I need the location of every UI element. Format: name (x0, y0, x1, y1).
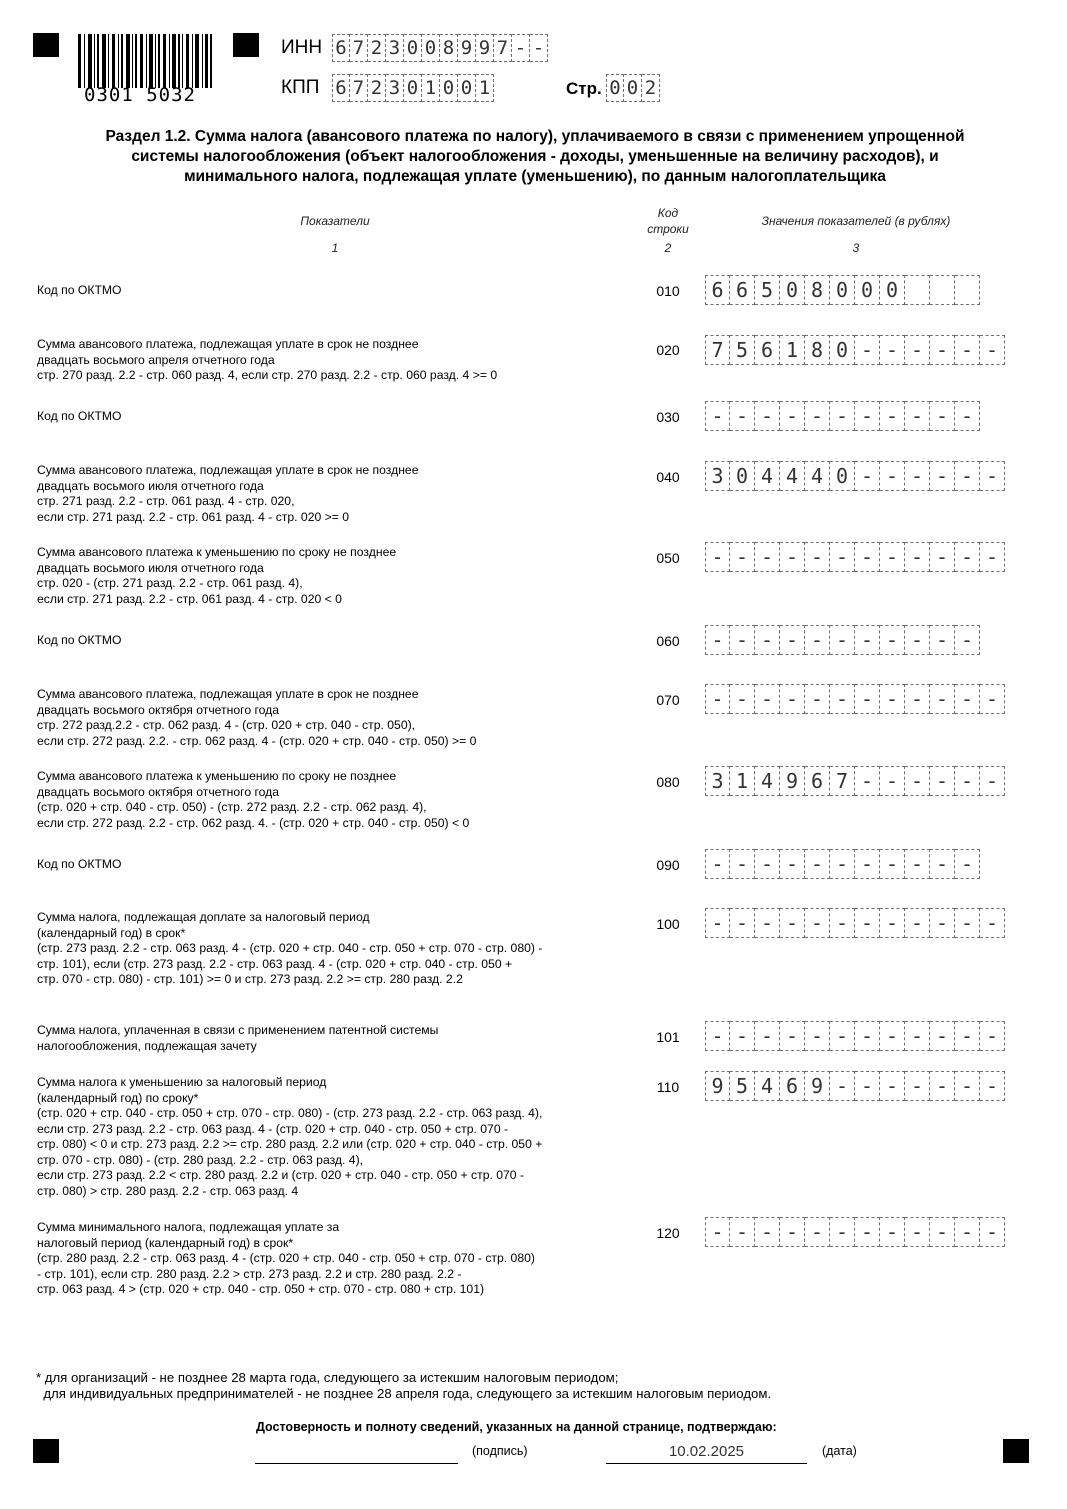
digit-cell[interactable]: 3 (705, 461, 730, 491)
digit-cell[interactable]: - (880, 684, 905, 714)
digit-cell[interactable]: - (855, 542, 880, 572)
digit-cell[interactable]: - (830, 1071, 855, 1101)
row-080-code: 080 (656, 774, 680, 790)
row-040-label: Сумма авансового платежа, подлежащая уплате в срок не позднее двадцать восьмого июля отчетного года стр. 271 разд. 2.2 - стр. 061 разд. 4 - стр. 020, если стр. 271 разд. 2.2 - стр. 061 разд. 4 - стр. 020 >= 0 (37, 463, 419, 524)
digit-cell[interactable]: - (930, 849, 955, 879)
digit-cell[interactable]: - (905, 766, 930, 796)
digit-cell[interactable]: - (855, 335, 880, 365)
digit-cell[interactable]: - (805, 1021, 830, 1051)
row-090-label: Код по ОКТМО (37, 857, 122, 871)
digit-cell[interactable]: - (880, 1071, 905, 1101)
digit-cell[interactable]: - (980, 542, 1005, 572)
digit-cell[interactable]: - (980, 766, 1005, 796)
column-number-2: 2 (664, 241, 672, 255)
digit-cell[interactable]: 7 (705, 335, 730, 365)
digit-cell[interactable]: - (980, 684, 1005, 714)
digit-cell[interactable]: 9 (476, 34, 494, 62)
digit-cell[interactable]: - (830, 849, 855, 879)
signature-line[interactable] (255, 1463, 458, 1464)
row-060-label: Код по ОКТМО (37, 633, 122, 647)
digit-cell[interactable]: - (955, 401, 980, 431)
column-heading-code-line2: строки (647, 222, 689, 236)
digit-cell[interactable]: 9 (805, 1071, 830, 1101)
digit-cell[interactable]: - (980, 1217, 1005, 1247)
digit-cell[interactable]: - (755, 625, 780, 655)
digit-cell[interactable]: - (705, 684, 730, 714)
digit-cell[interactable]: - (805, 849, 830, 879)
digit-cell[interactable]: - (780, 1217, 805, 1247)
row-020-code: 020 (656, 342, 680, 358)
digit-cell[interactable]: - (980, 1071, 1005, 1101)
digit-cell[interactable] (905, 275, 930, 305)
digit-cell[interactable]: - (830, 625, 855, 655)
digit-cell[interactable]: 2 (368, 34, 386, 62)
digit-cell[interactable]: - (830, 542, 855, 572)
footnote-line: для индивидуальных предпринимателей - не позднее 28 апреля года, следующего за истекшим налоговым периодом. (36, 1386, 772, 1401)
digit-cell[interactable]: - (855, 908, 880, 938)
row-100-label: Сумма налога, подлежащая доплате за налоговый период (календарный год) в срок* (стр. 273 разд. 2.2 - стр. 063 разд. 4 - (стр. 020 + стр. 040 - стр. 050 + стр. 070 - стр. 080) - стр. 101), если (стр. 273 разд. 2.2 - стр. 063 разд. 4 - (стр. 020 + стр. 040 - стр. 050 + стр. 070 - стр. 080) - стр. 101) >= 0 и стр. 273 разд. 2.2 >= стр. 280 разд. 2.2 (37, 910, 543, 986)
digit-cell[interactable]: 1 (476, 74, 494, 102)
digit-cell[interactable]: - (780, 625, 805, 655)
row-101-label: Сумма налога, уплаченная в связи с применением патентной системы налогообложения, подлежащая зачету (37, 1023, 439, 1053)
barcode (78, 34, 213, 88)
digit-cell[interactable]: - (705, 401, 730, 431)
row-110-label: Сумма налога к уменьшению за налоговый период (календарный год) по сроку* (стр. 020 + стр. 040 - стр. 050 + стр. 070 - стр. 080) - (стр. 273 разд. 2.2 - стр. 063 разд. 4), если стр. 273 разд. 2.2 - стр. 063 разд. 4 - (стр. 020 + стр. 040 - стр. 050 + стр. 070 - стр. 080) < 0 и стр. 273 разд. 2.2 >= стр. 280 разд. 2.2 или (стр. 020 + стр. 040 - стр. 050 + стр. 070 - стр. 080) - (стр. 280 разд. 2.2 - стр. 063 разд. 4), если стр. 273 разд. 2.2 < стр. 280 разд. 2.2 и (стр. 020 + стр. 040 - стр. 050 + стр. 070 - стр. 080) > стр. 280 разд. 2.2 - стр. 063 разд. 4 (37, 1075, 543, 1198)
digit-cell[interactable]: 0 (730, 461, 755, 491)
digit-cell[interactable]: - (880, 335, 905, 365)
signature-label: (подпись) (472, 1444, 528, 1458)
digit-cell[interactable]: - (755, 1217, 780, 1247)
digit-cell[interactable]: - (755, 401, 780, 431)
digit-cell[interactable]: - (905, 908, 930, 938)
digit-cell[interactable]: - (955, 908, 980, 938)
digit-cell[interactable]: 9 (705, 1071, 730, 1101)
digit-cell[interactable]: 1 (422, 74, 440, 102)
digit-cell[interactable]: - (805, 401, 830, 431)
digit-cell[interactable]: - (905, 1071, 930, 1101)
digit-cell[interactable]: - (880, 542, 905, 572)
digit-cell[interactable]: - (930, 1021, 955, 1051)
digit-cell[interactable]: 9 (458, 34, 476, 62)
row-040-value-cells (705, 461, 1005, 491)
kpp-label: КПП (281, 77, 320, 98)
digit-cell[interactable]: - (830, 908, 855, 938)
row-040-code: 040 (656, 469, 680, 485)
digit-cell[interactable]: - (512, 34, 530, 62)
digit-cell[interactable]: - (730, 684, 755, 714)
row-020-value-cells (705, 335, 1005, 365)
footnote-line: * для организаций - не позднее 28 марта года, следующего за истекшим налоговым периодом; (36, 1370, 619, 1385)
inn-cells (332, 34, 548, 62)
digit-cell[interactable]: - (780, 684, 805, 714)
row-050-label: Сумма авансового платежа к уменьшению по сроку не позднее двадцать восьмого июля отчетного года стр. 020 - (стр. 271 разд. 2.2 - стр. 061 разд. 4), если стр. 271 разд. 2.2 - стр. 061 разд. 4 - стр. 020 < 0 (37, 545, 397, 606)
digit-cell[interactable]: - (880, 849, 905, 879)
digit-cell[interactable]: - (855, 461, 880, 491)
digit-cell[interactable]: 0 (422, 34, 440, 62)
digit-cell[interactable]: - (730, 1217, 755, 1247)
digit-cell[interactable] (930, 275, 955, 305)
digit-cell[interactable]: - (730, 401, 755, 431)
digit-cell[interactable]: - (755, 849, 780, 879)
digit-cell[interactable]: 0 (830, 275, 855, 305)
digit-cell[interactable]: 0 (404, 74, 422, 102)
digit-cell[interactable]: - (905, 335, 930, 365)
digit-cell[interactable]: 7 (494, 34, 512, 62)
digit-cell[interactable]: 9 (780, 766, 805, 796)
digit-cell[interactable]: - (905, 849, 930, 879)
digit-cell[interactable]: 0 (780, 275, 805, 305)
digit-cell[interactable]: - (730, 1021, 755, 1051)
barcode-number: 0301 5032 (84, 84, 196, 106)
confirmation-text: Достоверность и полноту сведений, указанных на данной странице, подтверждаю: (256, 1420, 777, 1434)
digit-cell[interactable]: - (855, 1021, 880, 1051)
digit-cell[interactable]: - (805, 1217, 830, 1247)
digit-cell[interactable]: - (905, 401, 930, 431)
digit-cell[interactable]: 8 (440, 34, 458, 62)
digit-cell[interactable]: - (880, 1021, 905, 1051)
row-030-value-cells (705, 401, 980, 431)
digit-cell[interactable]: 4 (805, 461, 830, 491)
digit-cell[interactable]: - (930, 766, 955, 796)
digit-cell[interactable]: - (980, 908, 1005, 938)
digit-cell[interactable]: 6 (805, 766, 830, 796)
digit-cell[interactable]: - (955, 1071, 980, 1101)
digit-cell[interactable]: - (530, 34, 548, 62)
kpp-cells (332, 74, 494, 102)
digit-cell[interactable]: 2 (642, 74, 660, 102)
digit-cell[interactable]: 8 (805, 275, 830, 305)
digit-cell[interactable]: - (705, 849, 730, 879)
digit-cell[interactable]: 6 (705, 275, 730, 305)
date-value[interactable]: 10.02.2025 (668, 1443, 745, 1460)
digit-cell[interactable]: - (855, 766, 880, 796)
digit-cell[interactable]: - (955, 625, 980, 655)
digit-cell[interactable]: 5 (730, 335, 755, 365)
digit-cell[interactable]: 3 (386, 34, 404, 62)
digit-cell[interactable]: - (880, 1217, 905, 1247)
digit-cell[interactable]: - (730, 625, 755, 655)
row-101-code: 101 (656, 1029, 680, 1045)
column-number-3: 3 (852, 241, 860, 255)
page-cells (606, 74, 660, 102)
inn-label: ИНН (281, 37, 323, 58)
digit-cell[interactable]: - (730, 542, 755, 572)
digit-cell[interactable]: 0 (440, 74, 458, 102)
digit-cell[interactable]: - (880, 625, 905, 655)
digit-cell[interactable]: 5 (755, 275, 780, 305)
digit-cell[interactable]: - (805, 908, 830, 938)
section-title-line: системы налогообложения (объект налогообложения - доходы, уменьшенные на величину расходов), и (131, 148, 939, 165)
digit-cell[interactable]: - (830, 1217, 855, 1247)
digit-cell[interactable]: 4 (755, 1071, 780, 1101)
column-heading-values: Значения показателей (в рублях) (761, 214, 951, 228)
digit-cell[interactable]: - (855, 401, 880, 431)
digit-cell[interactable]: 6 (332, 34, 350, 62)
date-line (606, 1463, 807, 1464)
digit-cell[interactable]: 0 (880, 275, 905, 305)
digit-cell[interactable]: - (730, 849, 755, 879)
digit-cell[interactable]: - (855, 684, 880, 714)
digit-cell[interactable]: - (905, 1021, 930, 1051)
digit-cell[interactable]: - (930, 1071, 955, 1101)
digit-cell[interactable]: 0 (458, 74, 476, 102)
digit-cell[interactable]: 4 (755, 766, 780, 796)
row-090-value-cells (705, 849, 980, 879)
digit-cell[interactable]: 0 (830, 335, 855, 365)
digit-cell[interactable]: - (930, 625, 955, 655)
digit-cell[interactable]: - (880, 461, 905, 491)
digit-cell[interactable]: 7 (830, 766, 855, 796)
digit-cell[interactable]: - (730, 908, 755, 938)
digit-cell[interactable]: 0 (855, 275, 880, 305)
digit-cell[interactable]: 4 (755, 461, 780, 491)
digit-cell[interactable]: - (955, 849, 980, 879)
digit-cell[interactable]: - (905, 461, 930, 491)
digit-cell[interactable]: - (955, 1021, 980, 1051)
digit-cell[interactable]: - (830, 401, 855, 431)
corner-marker-bottom-right (1003, 1439, 1029, 1463)
digit-cell[interactable]: 6 (332, 74, 350, 102)
section-title (40, 127, 1030, 187)
digit-cell[interactable]: - (780, 849, 805, 879)
digit-cell[interactable]: 0 (624, 74, 642, 102)
digit-cell[interactable]: - (905, 542, 930, 572)
footnote (36, 1370, 771, 1402)
row-090-code: 090 (656, 857, 680, 873)
corner-marker-top-left (33, 33, 59, 57)
digit-cell[interactable]: - (805, 542, 830, 572)
section-title-line: Раздел 1.2. Сумма налога (авансового платежа по налогу), уплачиваемого в связи с применением упрощенной (105, 128, 965, 145)
digit-cell[interactable]: - (705, 542, 730, 572)
digit-cell[interactable]: 0 (830, 461, 855, 491)
digit-cell[interactable]: 6 (730, 275, 755, 305)
row-110-value-cells (705, 1071, 1005, 1101)
digit-cell[interactable]: - (930, 1217, 955, 1247)
section-title-line: минимального налога, подлежащая уплате (уменьшению), по данным налогоплательщика (184, 168, 886, 185)
digit-cell[interactable]: - (980, 335, 1005, 365)
digit-cell[interactable]: 3 (705, 766, 730, 796)
digit-cell[interactable]: - (855, 1217, 880, 1247)
digit-cell[interactable] (955, 275, 980, 305)
row-020-label: Сумма авансового платежа, подлежащая уплате в срок не позднее двадцать восьмого апреля отчетного года стр. 270 разд. 2.2 - стр. 060 разд. 4, если стр. 270 разд. 2.2 - стр. 060 разд. 4 >= 0 (37, 337, 498, 382)
column-heading-indicators: Показатели (300, 214, 370, 228)
digit-cell[interactable]: - (805, 625, 830, 655)
digit-cell[interactable]: 1 (730, 766, 755, 796)
digit-cell[interactable]: 3 (386, 74, 404, 102)
row-110-code: 110 (656, 1079, 680, 1095)
digit-cell[interactable]: 6 (780, 1071, 805, 1101)
digit-cell[interactable]: 0 (606, 74, 624, 102)
digit-cell[interactable]: - (755, 542, 780, 572)
digit-cell[interactable]: - (780, 1021, 805, 1051)
digit-cell[interactable]: 8 (805, 335, 830, 365)
row-120-label: Сумма минимального налога, подлежащая уплате за налоговый период (календарный год) в срок* (стр. 280 разд. 2.2 - стр. 063 разд. 4 - (стр. 020 + стр. 040 - стр. 050 + стр. 070 - стр. 080) - стр. 101), если стр. 280 разд. 2.2 > стр. 273 разд. 2.2 и стр. 280 разд. 2.2 - стр. 063 разд. 4 > (стр. 020 + стр. 040 - стр. 050 + стр. 070 - стр. 080 + стр. 101) (37, 1220, 535, 1296)
digit-cell[interactable]: - (705, 908, 730, 938)
digit-cell[interactable]: - (955, 766, 980, 796)
digit-cell[interactable]: 0 (404, 34, 422, 62)
digit-cell[interactable]: 7 (350, 34, 368, 62)
digit-cell[interactable]: 5 (730, 1071, 755, 1101)
digit-cell[interactable]: - (705, 1217, 730, 1247)
digit-cell[interactable]: - (780, 908, 805, 938)
digit-cell[interactable]: - (780, 401, 805, 431)
digit-cell[interactable]: 2 (368, 74, 386, 102)
row-100-code: 100 (656, 916, 680, 932)
row-060-value-cells (705, 625, 980, 655)
row-010-label: Код по ОКТМО (37, 283, 122, 297)
row-101-value-cells (705, 1021, 1005, 1051)
row-070-label: Сумма авансового платежа, подлежащая уплате в срок не позднее двадцать восьмого октября отчетного года стр. 272 разд.2.2 - стр. 062 разд. 4 - (стр. 020 + стр. 040 - стр. 050), если стр. 272 разд. 2.2. - стр. 062 разд. 4 - (стр. 020 + стр. 040 - стр. 050) >= 0 (37, 687, 477, 748)
column-heading-code-line1: Код (657, 206, 679, 220)
digit-cell[interactable]: - (930, 908, 955, 938)
digit-cell[interactable]: - (930, 335, 955, 365)
row-100-value-cells (705, 908, 1005, 938)
digit-cell[interactable]: - (905, 1217, 930, 1247)
digit-cell[interactable]: - (955, 542, 980, 572)
row-010-value-cells (705, 275, 980, 305)
digit-cell[interactable]: - (930, 542, 955, 572)
digit-cell[interactable]: 1 (780, 335, 805, 365)
corner-marker-bottom-left (33, 1439, 59, 1463)
row-060-code: 060 (656, 633, 680, 649)
digit-cell[interactable]: 7 (350, 74, 368, 102)
digit-cell[interactable]: - (980, 1021, 1005, 1051)
row-010-code: 010 (656, 283, 680, 299)
row-080-label: Сумма авансового платежа к уменьшению по сроку не позднее двадцать восьмого октября отчетного года (стр. 020 + стр. 040 - стр. 050) - (стр. 272 разд. 2.2 - стр. 062 разд. 4), если стр. 272 разд. 2.2 - стр. 062 разд. 4. - (стр. 020 + стр. 040 - стр. 050) < 0 (37, 769, 470, 830)
digit-cell[interactable]: - (780, 542, 805, 572)
digit-cell[interactable]: - (855, 625, 880, 655)
digit-cell[interactable]: - (880, 766, 905, 796)
digit-cell[interactable]: - (755, 908, 780, 938)
digit-cell[interactable]: - (705, 625, 730, 655)
digit-cell[interactable]: - (905, 684, 930, 714)
digit-cell[interactable]: - (830, 684, 855, 714)
digit-cell[interactable]: - (805, 684, 830, 714)
corner-marker-top-center (233, 33, 259, 57)
row-070-value-cells (705, 684, 1005, 714)
digit-cell[interactable]: - (930, 401, 955, 431)
digit-cell[interactable]: - (955, 684, 980, 714)
digit-cell[interactable]: - (930, 461, 955, 491)
digit-cell[interactable]: - (955, 461, 980, 491)
digit-cell[interactable]: 4 (780, 461, 805, 491)
digit-cell[interactable]: - (705, 1021, 730, 1051)
date-label: (дата) (822, 1444, 857, 1458)
page-label: Стр. (566, 79, 602, 98)
digit-cell[interactable]: - (955, 335, 980, 365)
digit-cell[interactable]: - (955, 1217, 980, 1247)
column-number-1: 1 (331, 241, 339, 255)
digit-cell[interactable]: - (830, 1021, 855, 1051)
row-080-value-cells (705, 766, 1005, 796)
digit-cell[interactable]: - (755, 684, 780, 714)
digit-cell[interactable]: 6 (755, 335, 780, 365)
row-030-label: Код по ОКТМО (37, 409, 122, 423)
digit-cell[interactable]: - (930, 684, 955, 714)
digit-cell[interactable]: - (855, 849, 880, 879)
row-050-code: 050 (656, 550, 680, 566)
digit-cell[interactable]: - (880, 401, 905, 431)
digit-cell[interactable]: - (855, 1071, 880, 1101)
digit-cell[interactable]: - (880, 908, 905, 938)
row-070-code: 070 (656, 692, 680, 708)
digit-cell[interactable]: - (905, 625, 930, 655)
row-050-value-cells (705, 542, 1005, 572)
digit-cell[interactable]: - (755, 1021, 780, 1051)
digit-cell[interactable]: - (980, 461, 1005, 491)
row-120-value-cells (705, 1217, 1005, 1247)
row-120-code: 120 (656, 1225, 680, 1241)
row-030-code: 030 (656, 409, 680, 425)
